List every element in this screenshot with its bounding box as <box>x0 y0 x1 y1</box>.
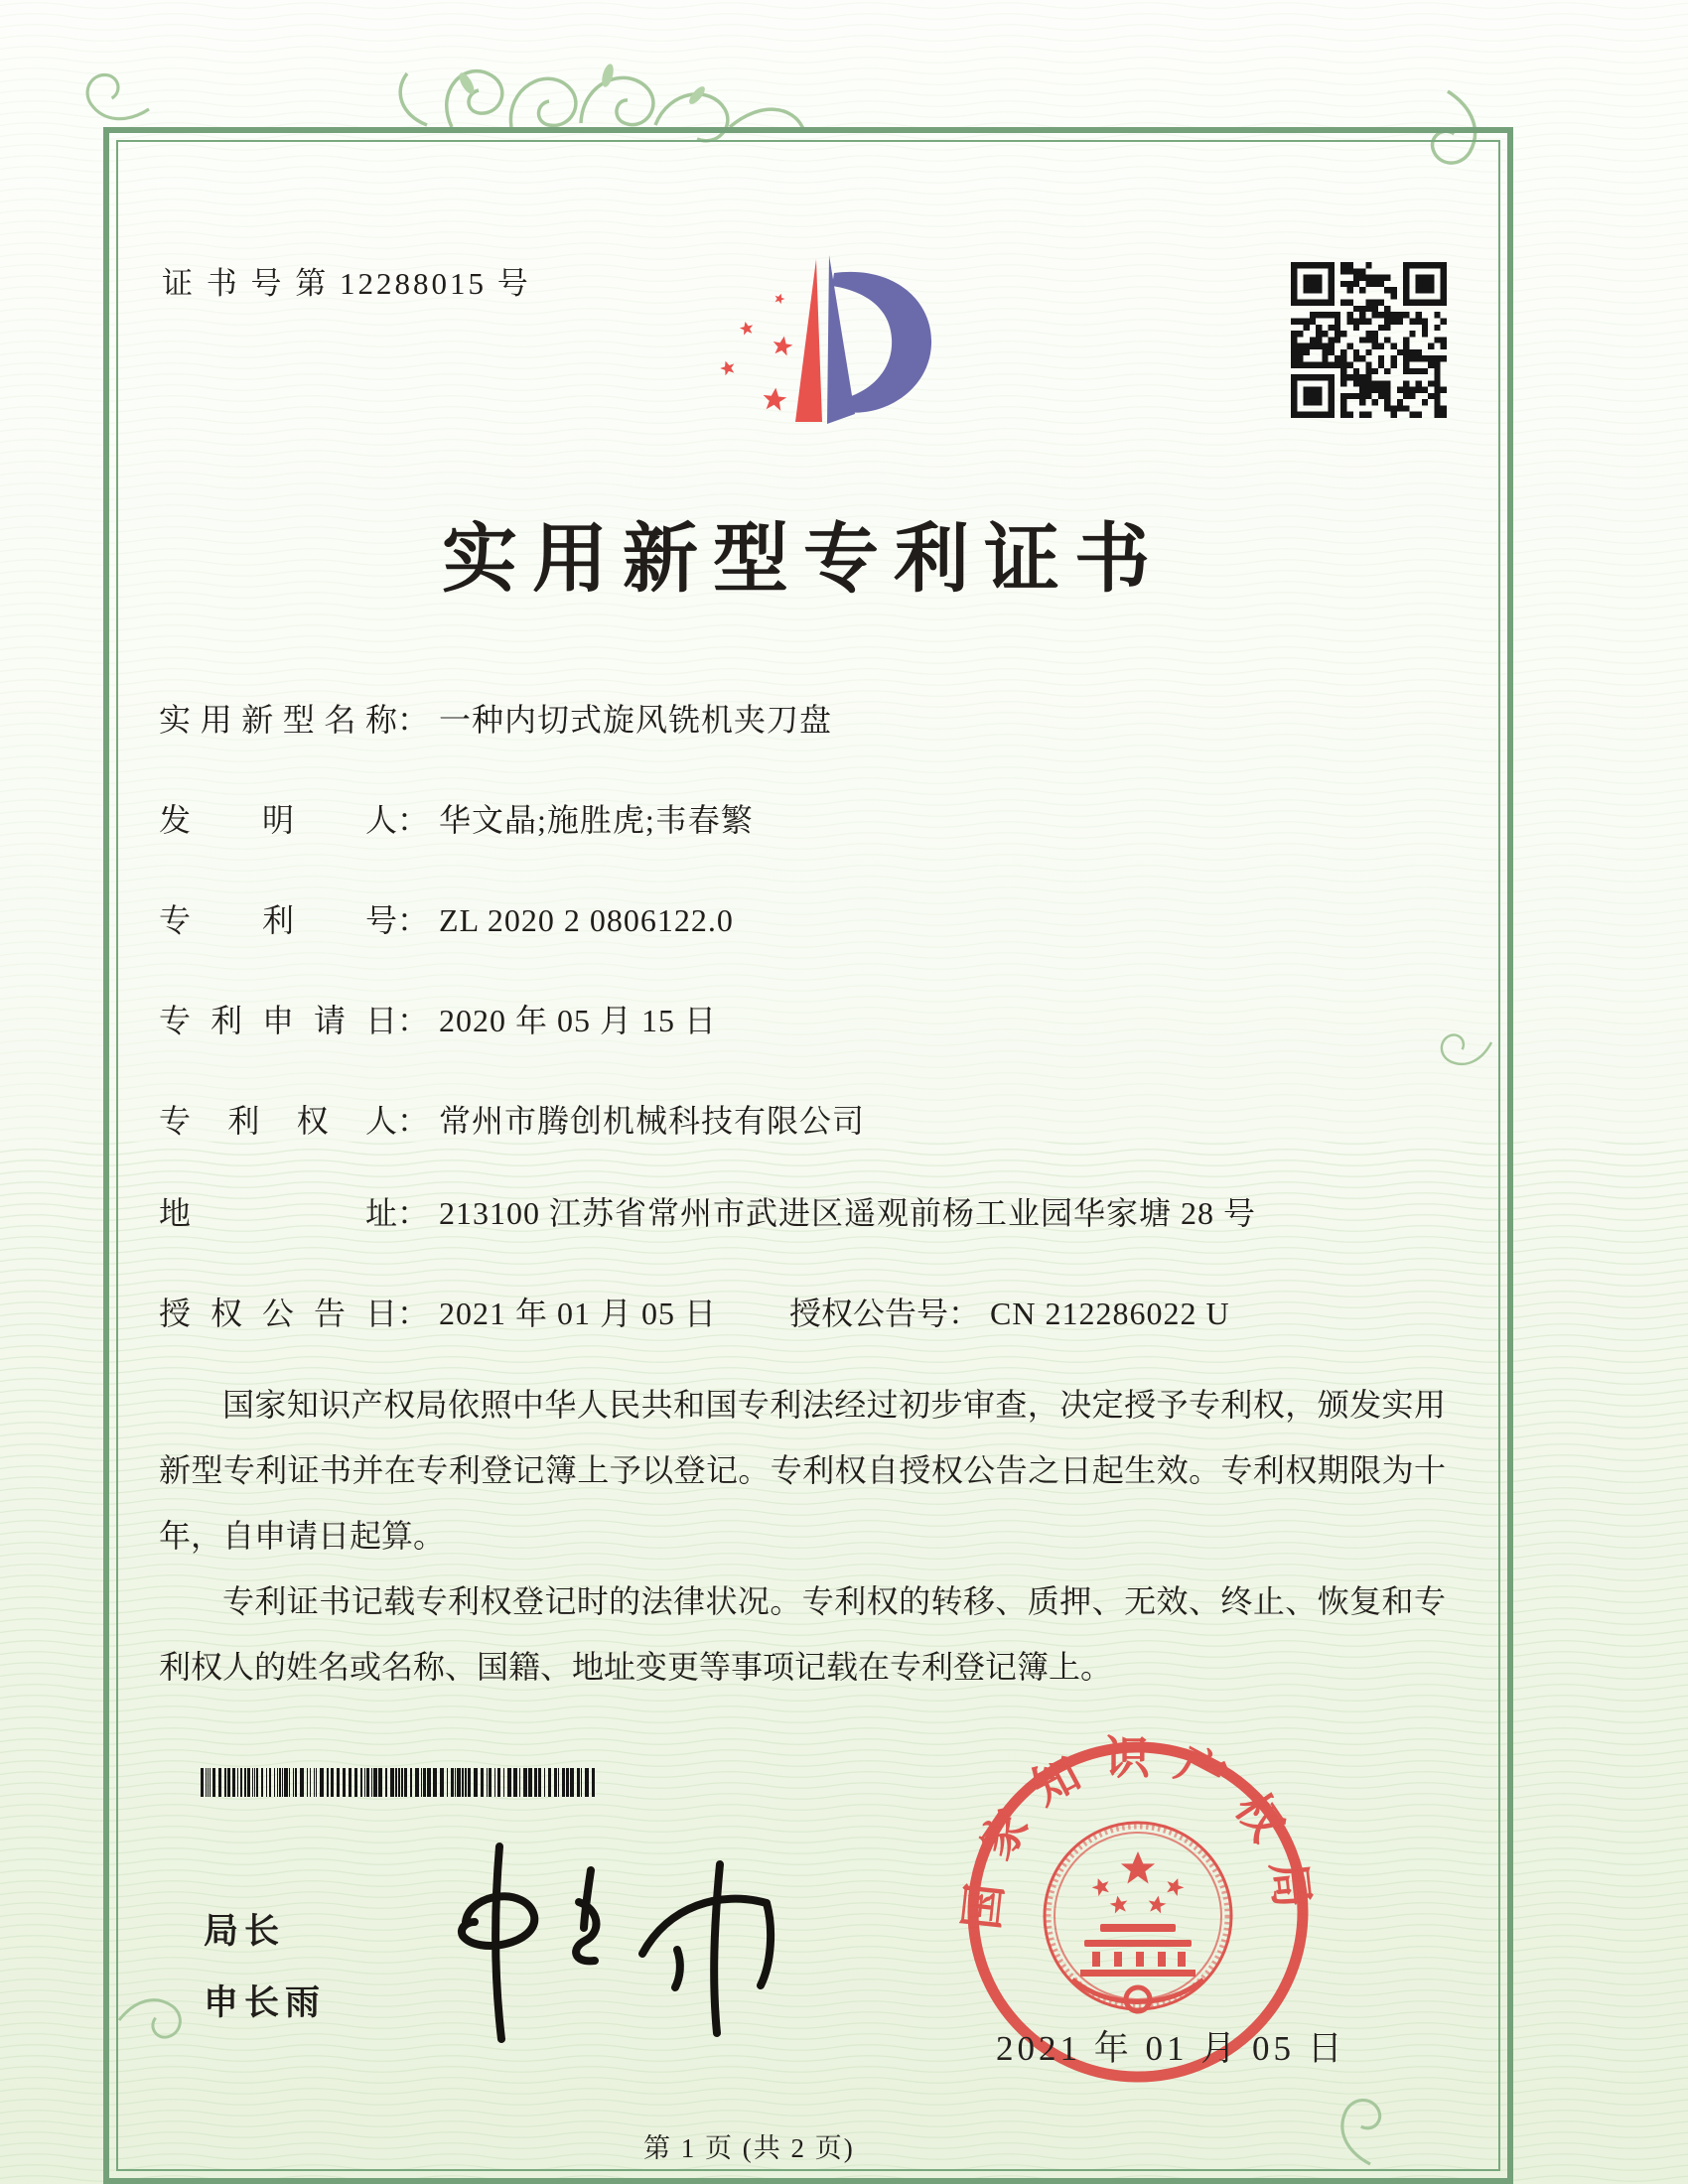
field-colon: ： <box>948 1296 981 1331</box>
page-number: 第 1 页 (共 2 页) <box>643 2133 855 2163</box>
legal-text-block <box>159 1372 1446 1700</box>
field-row-inventors <box>159 795 754 841</box>
field-value: 华文晶;施胜虎;韦春繁 <box>439 802 754 838</box>
seal-date: 2021 年 01 月 05 日 <box>996 2029 1346 2068</box>
certificate-number: 证 书 号 第 12288015 号 <box>162 266 531 301</box>
seal-agency-name: 国家知识产权局 <box>955 1732 1321 1933</box>
field-label: 专利号 <box>159 902 397 938</box>
field-row-grant <box>159 1289 1230 1334</box>
logo-red-wedge <box>795 259 822 422</box>
field-row-filing-date <box>159 996 717 1041</box>
commissioner-title: 局长 <box>204 1912 286 1951</box>
field-row-patentee <box>159 1096 865 1142</box>
field-colon: ： <box>397 902 430 938</box>
grant-number-group <box>789 1289 1230 1334</box>
field-value: 213100 江苏省常州市武进区遥观前杨工业园华家塘 28 号 <box>439 1195 1257 1231</box>
legal-paragraph-1: 国家知识产权局依照中华人民共和国专利法经过初步审查，决定授予专利权，颁发实用新型专利证书并在专利登记簿上予以登记。专利权自授权公告之日起生效。专利权期限为十年，自申请日起算。 <box>159 1387 1446 1554</box>
national-emblem-icon <box>1045 1823 1231 2011</box>
field-colon: ： <box>397 1195 430 1231</box>
commissioner-name: 申长雨 <box>204 1983 327 2022</box>
field-label: 地址 <box>159 1195 397 1231</box>
field-value: 2020 年 05 月 15 日 <box>439 1003 718 1038</box>
field-colon: ： <box>397 1003 430 1038</box>
logo-stars-icon <box>719 292 794 411</box>
grant-date-label: 授权公告日 <box>159 1296 397 1331</box>
field-colon: ： <box>397 1296 430 1331</box>
field-value: 一种内切式旋风铣机夹刀盘 <box>439 702 833 738</box>
field-value: 常州市腾创机械科技有限公司 <box>439 1103 866 1139</box>
field-label: 专利权人 <box>159 1103 397 1139</box>
certificate-title: 实用新型专利证书 <box>442 518 1165 602</box>
field-row-address <box>159 1188 1256 1234</box>
field-label: 发明人 <box>159 802 397 838</box>
field-value: ZL 2020 2 0806122.0 <box>439 902 734 938</box>
qr-code <box>1291 262 1447 418</box>
field-label: 专利申请日 <box>159 1003 397 1038</box>
cnipa-logo-icon <box>683 241 943 436</box>
field-colon: ： <box>397 802 430 838</box>
field-row-patent-number <box>159 895 734 941</box>
grant-number-label: 授权公告号 <box>789 1296 949 1331</box>
field-label: 实用新型名称 <box>159 702 397 738</box>
field-row-utility-model-name <box>159 695 832 741</box>
grant-number-value: CN 212286022 U <box>990 1296 1230 1331</box>
field-colon: ： <box>397 1103 430 1139</box>
legal-paragraph-2: 专利证书记载专利权登记时的法律状况。专利权的转移、质押、无效、终止、恢复和专利权人的姓名或名称、国籍、地址变更等事项记载在专利登记簿上。 <box>159 1583 1446 1685</box>
field-colon: ： <box>397 702 430 738</box>
grant-date-value: 2021 年 01 月 05 日 <box>439 1296 718 1331</box>
commissioner-signature-handwriting <box>422 1833 789 2061</box>
barcode <box>201 1768 600 1797</box>
border-ornament-top-left <box>79 65 149 136</box>
